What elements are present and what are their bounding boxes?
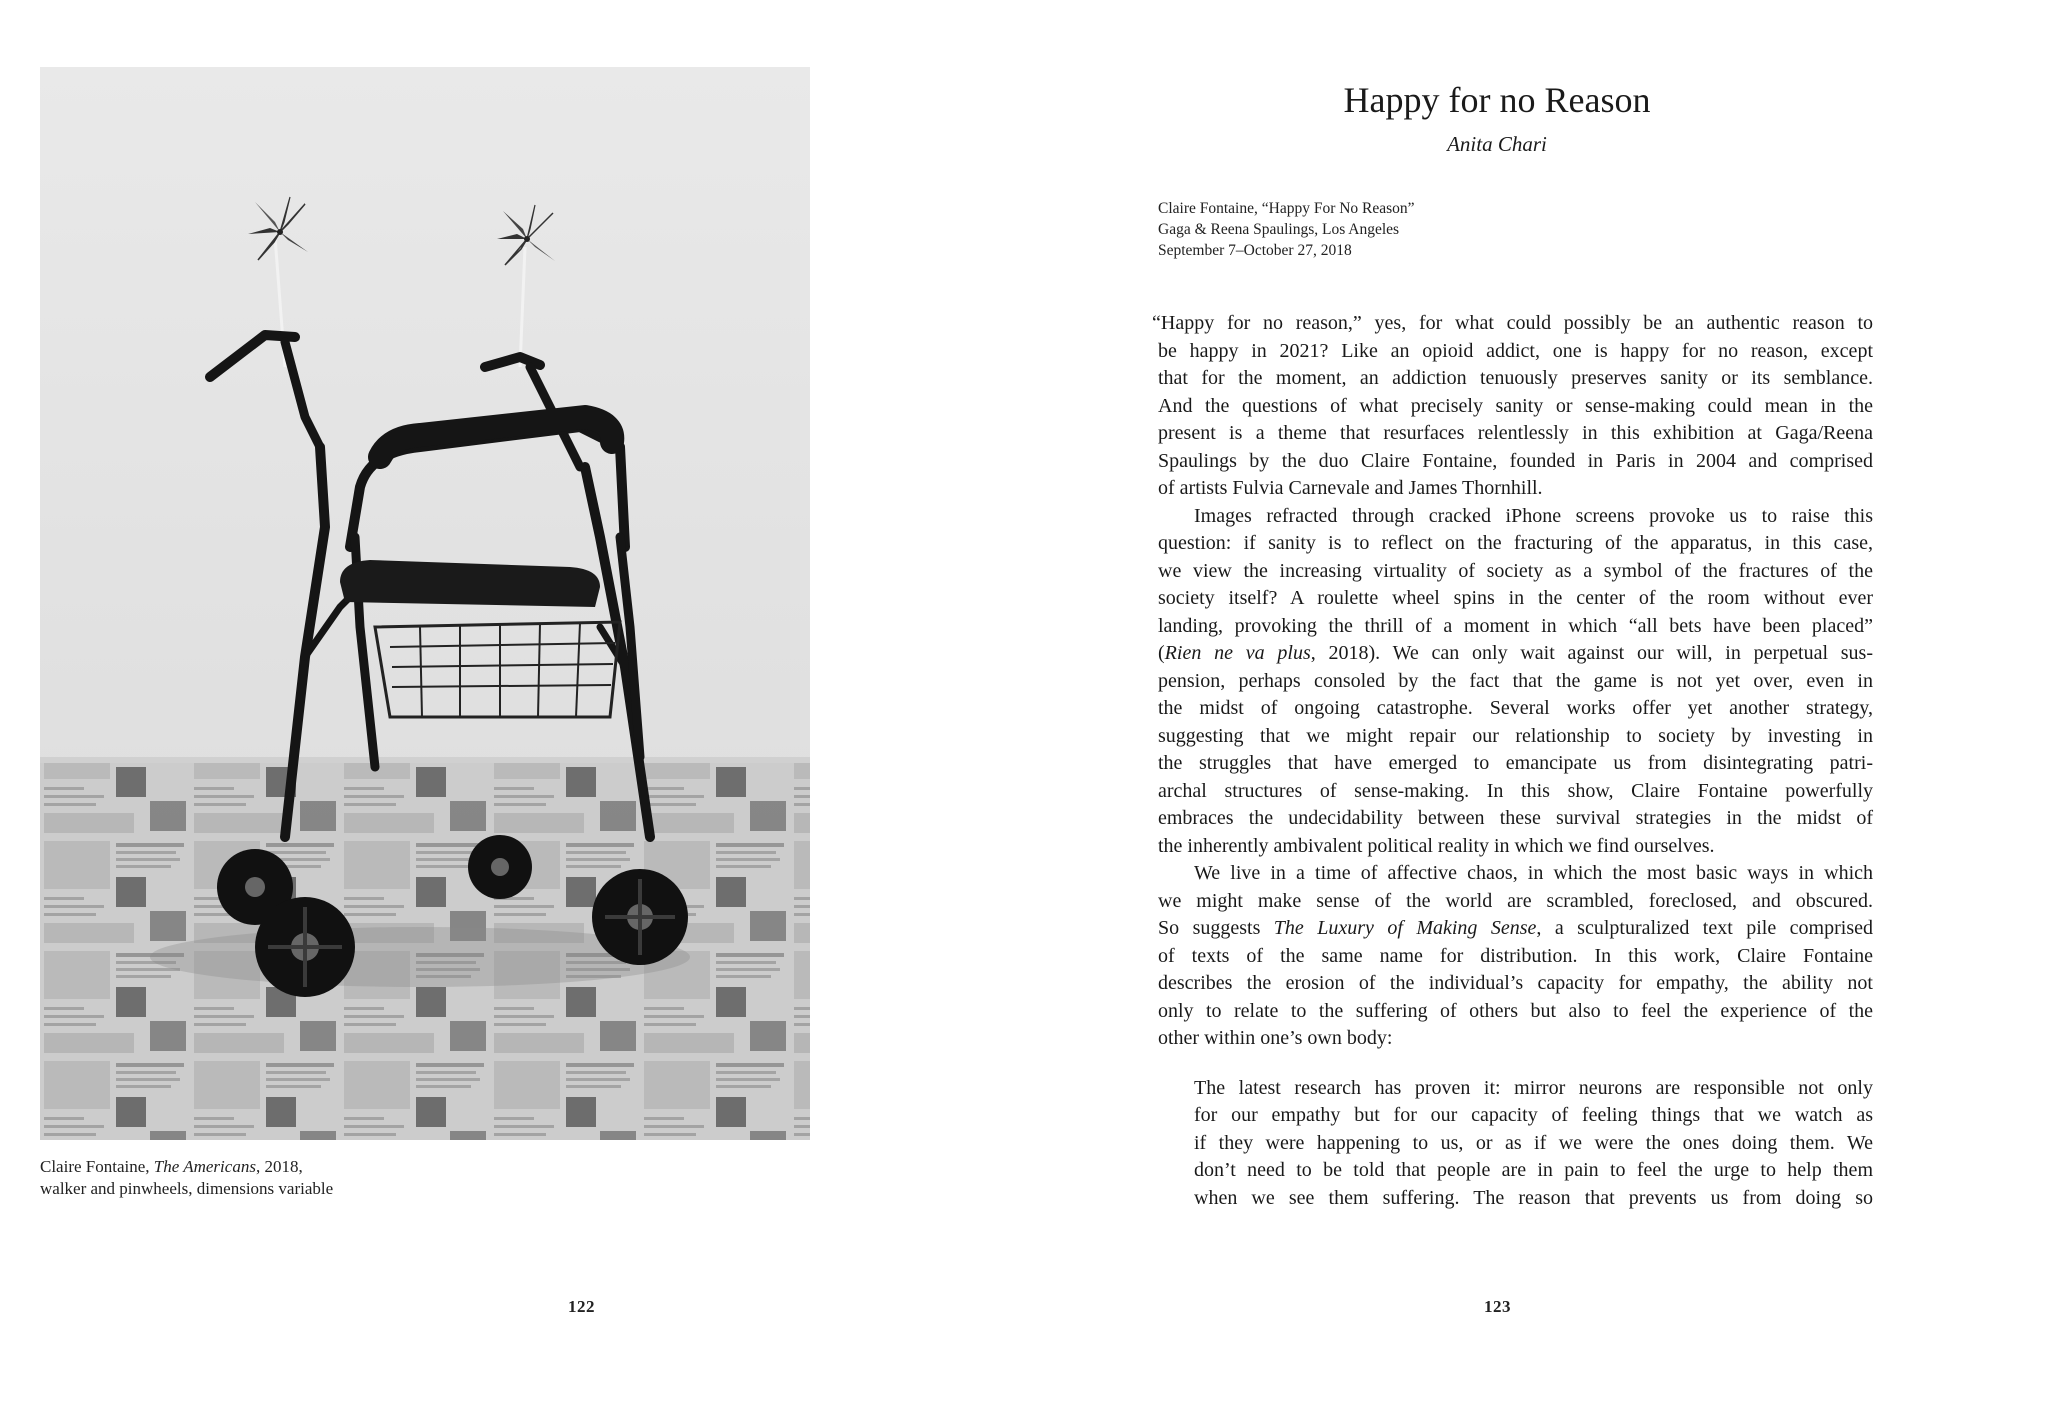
paragraph-3 (1158, 860, 1873, 1053)
text-line: archal structures of sense-making. In this show, Claire Fontaine powerfully (1158, 779, 1873, 802)
text-line: The latest research has proven it: mirror neurons are responsible not only (1194, 1076, 1873, 1099)
text-fragment: , 2018). We can only wait against our will, in perpetual sus- (1310, 642, 1873, 664)
text-line: when we see them suffering. The reason that prevents us from doing so (1194, 1186, 1873, 1209)
right-page (1033, 0, 2067, 1417)
text-line: Images refracted through cracked iPhone screens provoke us to raise this (1194, 504, 1873, 527)
text-line: suggesting that we might repair our relationship to society by investing in (1158, 724, 1873, 747)
caption-year: , 2018, (255, 1157, 303, 1176)
text-line: of artists Fulvia Carnevale and James Thornhill. (1158, 477, 1543, 499)
article-title: Happy for no Reason (1343, 80, 1651, 120)
text-line: describes the erosion of the individual’s capacity for empathy, the ability not (1158, 972, 1873, 994)
text-line: other within one’s own body: (1158, 1027, 1393, 1049)
text-line: the struggles that have emerged to emancipate us from disintegrating patri- (1158, 752, 1873, 774)
caption-line-2: walker and pinwheels, dimensions variable (40, 1179, 334, 1198)
text-line: only to relate to the suffering of others but also to feel the experience of the (1158, 999, 1873, 1022)
paragraph-2 (1158, 503, 1873, 861)
paragraph-1 (1152, 310, 1873, 503)
article-body (1152, 310, 1873, 1212)
page-number-left: 122 (568, 1297, 595, 1316)
text-line: “Happy for no reason,” yes, for what could possibly be an authentic reason to (1152, 312, 1873, 334)
exhibition-info-line: Claire Fontaine, “Happy For No Reason” (1158, 200, 1415, 217)
text-line: the inherently ambivalent political reality in which we find ourselves. (1158, 834, 1715, 857)
caption-work-title: The Americans (153, 1157, 256, 1176)
text-line: the midst of ongoing catastrophe. Several works offer yet another strategy, (1158, 697, 1873, 719)
text-fragment: ( (1158, 642, 1165, 664)
text-line: society itself? A roulette wheel spins in the center of the room without ever (1158, 587, 1873, 609)
text-line: for our empathy but for our capacity of feeling things that we watch as (1194, 1104, 1873, 1126)
text-line: present is a theme that resurfaces relentlessly in this exhibition at Gaga/Reena (1158, 422, 1873, 444)
text-line: be happy in 2021? Like an opioid addict, one is happy for no reason, except (1158, 339, 1873, 362)
work-title-rien-ne-va-plus: Rien ne va plus (1164, 642, 1311, 664)
text-line: Spaulings by the duo Claire Fontaine, founded in Paris in 2004 and comprised (1158, 449, 1873, 472)
text-line: question: if sanity is to reflect on the fracturing of the apparatus, in this case, (1158, 532, 1873, 554)
text-fragment: , a sculpturalized text pile comprised (1536, 917, 1873, 939)
work-title-luxury-of-making-sense: The Luxury of Making Sense (1273, 917, 1537, 939)
text-line: We live in a time of affective chaos, in which the most basic ways in which (1194, 862, 1873, 884)
page-number-right: 123 (1484, 1297, 1511, 1316)
text-line: don’t need to be told that people are in pain to feel the urge to help them (1194, 1159, 1873, 1181)
text-line: landing, provoking the thrill of a moment in which “all bets have been placed” (1158, 614, 1873, 637)
text-line: pension, perhaps consoled by the fact that the game is not yet over, even in (1158, 669, 1873, 692)
exhibition-info-line: Gaga & Reena Spaulings, Los Angeles (1158, 221, 1400, 238)
text-line: if they were happening to us, or as if we were the ones doing them. We (1194, 1131, 1873, 1154)
text-line: of texts of the same name for distribution. In this work, Claire Fontaine (1158, 944, 1873, 967)
text-line: we might make sense of the world are scrambled, foreclosed, and obscured. (1158, 889, 1873, 912)
text-fragment: So suggests (1158, 917, 1274, 939)
text-line: that for the moment, an addiction tenuously preserves sanity or its semblance. (1158, 367, 1873, 389)
text-line (1158, 640, 1873, 668)
article-author: Anita Chari (1447, 132, 1547, 156)
block-quote (1158, 1075, 1873, 1213)
text-line (1158, 915, 1873, 943)
artwork-photo (40, 67, 810, 1140)
left-page (0, 0, 1033, 1417)
exhibition-info (1158, 198, 1415, 261)
photo-caption (40, 1156, 640, 1200)
text-line: And the questions of what precisely sanity or sense-making could mean in the (1158, 394, 1873, 417)
text-line: we view the increasing virtuality of society as a symbol of the fractures of the (1158, 559, 1873, 582)
caption-line-1 (40, 1156, 640, 1178)
exhibition-info-line: September 7–October 27, 2018 (1158, 242, 1352, 259)
text-line: embraces the undecidability between these survival strategies in the midst of (1158, 807, 1873, 829)
caption-artist: Claire Fontaine, (40, 1157, 154, 1176)
